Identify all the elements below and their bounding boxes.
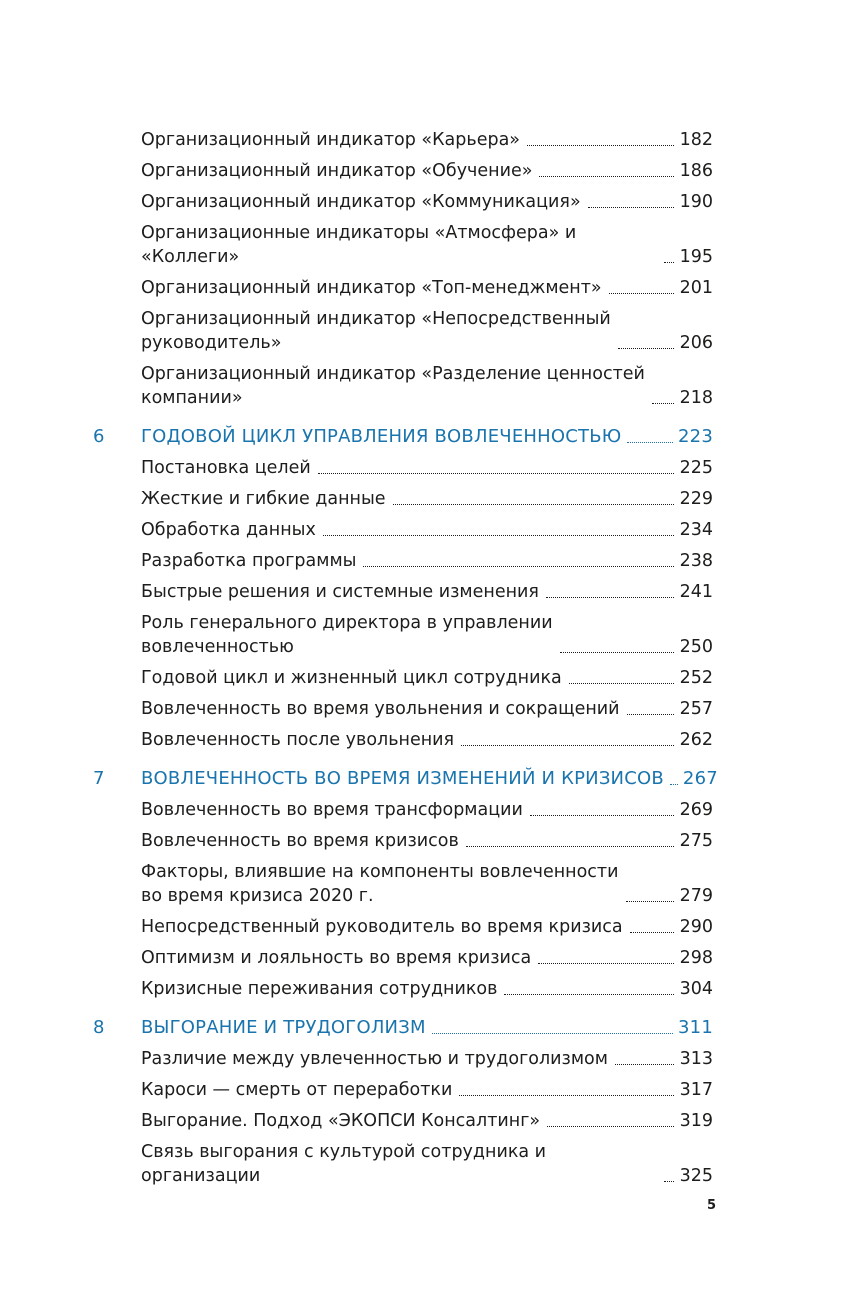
dot-leader bbox=[538, 963, 673, 964]
toc-entry-page: 182 bbox=[679, 130, 713, 150]
toc-entry-page: 218 bbox=[679, 388, 713, 408]
chapter-title: ГОДОВОЙ ЦИКЛ УПРАВЛЕНИЯ ВОВЛЕЧЕННОСТЬЮ bbox=[141, 426, 622, 447]
toc-entry-title: Жесткие и гибкие данные bbox=[141, 489, 386, 509]
toc-entry-page: 317 bbox=[679, 1080, 713, 1100]
toc-entry-title: Различие между увлеченностью и трудоголизмом bbox=[141, 1049, 608, 1069]
toc-entry-page: 298 bbox=[679, 948, 713, 968]
toc-entry[interactable] bbox=[141, 190, 713, 214]
dot-leader bbox=[560, 652, 674, 653]
toc-entry-page: 325 bbox=[679, 1166, 713, 1186]
toc-entry-page: 250 bbox=[679, 637, 713, 657]
toc-entry-title: Организационный индикатор «Разделение ценностей компании» bbox=[141, 364, 645, 408]
toc-entry[interactable] bbox=[141, 128, 713, 152]
dot-leader bbox=[626, 901, 674, 902]
toc-entry[interactable] bbox=[141, 860, 713, 908]
chapter-title: ВОВЛЕЧЕННОСТЬ ВО ВРЕМЯ ИЗМЕНЕНИЙ И КРИЗИСОВ bbox=[141, 768, 664, 789]
toc-entry[interactable] bbox=[141, 487, 713, 511]
toc-entry-title: Разработка программы bbox=[141, 551, 357, 571]
chapter-heading-8[interactable] bbox=[93, 1016, 713, 1040]
toc-entry[interactable] bbox=[141, 159, 713, 183]
toc-entry-page: 252 bbox=[679, 668, 713, 688]
page-number: 5 bbox=[706, 1198, 716, 1213]
dot-leader bbox=[547, 1126, 673, 1127]
toc-entry-title: Факторы, влиявшие на компоненты вовлеченности во время кризиса 2020 г. bbox=[141, 862, 619, 906]
toc-entry[interactable] bbox=[141, 611, 713, 659]
chapter-number: 7 bbox=[93, 768, 105, 789]
dot-leader bbox=[627, 714, 674, 715]
toc-entry-title: Организационные индикаторы «Атмосфера» и «Коллеги» bbox=[141, 223, 577, 267]
toc-entry[interactable] bbox=[141, 276, 713, 300]
toc-entry-title: Обработка данных bbox=[141, 520, 316, 540]
toc-entry-page: 186 bbox=[679, 161, 713, 181]
toc-entry-title: Годовой цикл и жизненный цикл сотрудника bbox=[141, 668, 562, 688]
toc-entry[interactable] bbox=[141, 1078, 713, 1102]
toc-entry-page: 257 bbox=[679, 699, 713, 719]
dot-leader bbox=[539, 176, 673, 177]
dot-leader bbox=[652, 403, 674, 404]
toc-entry[interactable] bbox=[141, 798, 713, 822]
dot-leader bbox=[323, 535, 674, 536]
toc-entry-page: 262 bbox=[679, 730, 713, 750]
dot-leader bbox=[466, 846, 674, 847]
chapter-number: 8 bbox=[93, 1017, 105, 1038]
toc-entry-title: Организационный индикатор «Коммуникация» bbox=[141, 192, 581, 212]
dot-leader bbox=[459, 1095, 673, 1096]
toc-entry-page: 319 bbox=[679, 1111, 713, 1131]
chapter-page: 223 bbox=[678, 426, 713, 447]
dot-leader bbox=[461, 745, 674, 746]
toc-entry-page: 234 bbox=[679, 520, 713, 540]
toc-entry[interactable] bbox=[141, 666, 713, 690]
dot-leader bbox=[504, 994, 673, 995]
toc-entry-page: 313 bbox=[679, 1049, 713, 1069]
table-of-contents bbox=[0, 128, 862, 1195]
dot-leader bbox=[363, 566, 673, 567]
dot-leader bbox=[569, 683, 674, 684]
toc-entry-page: 229 bbox=[679, 489, 713, 509]
chapter-title: ВЫГОРАНИЕ И ТРУДОГОЛИЗМ bbox=[141, 1017, 426, 1038]
dot-leader bbox=[527, 145, 674, 146]
toc-entry-title: Роль генерального директора в управлении вовлеченностью bbox=[141, 613, 553, 657]
toc-entry-page: 238 bbox=[679, 551, 713, 571]
dot-leader bbox=[664, 262, 674, 263]
toc-entry-title: Связь выгорания с культурой сотрудника и организации bbox=[141, 1142, 547, 1186]
toc-entry-page: 279 bbox=[679, 886, 713, 906]
dot-leader bbox=[618, 348, 674, 349]
dot-leader bbox=[588, 207, 674, 208]
toc-entry[interactable] bbox=[141, 307, 713, 355]
dot-leader bbox=[664, 1181, 674, 1182]
toc-entry[interactable] bbox=[141, 697, 713, 721]
toc-entry-page: 201 bbox=[679, 278, 713, 298]
toc-entry[interactable] bbox=[141, 977, 713, 1001]
dot-leader bbox=[627, 442, 673, 443]
toc-entry[interactable] bbox=[141, 221, 713, 269]
toc-entry[interactable] bbox=[141, 1140, 713, 1188]
dot-leader bbox=[670, 784, 678, 785]
toc-entry-page: 241 bbox=[679, 582, 713, 602]
dot-leader bbox=[318, 473, 674, 474]
toc-entry-title: Вовлеченность во время увольнения и сокращений bbox=[141, 699, 620, 719]
toc-entry-page: 195 bbox=[679, 247, 713, 267]
toc-entry-page: 206 bbox=[679, 333, 713, 353]
chapter-page: 311 bbox=[678, 1017, 713, 1038]
dot-leader bbox=[615, 1064, 674, 1065]
toc-entry[interactable] bbox=[141, 456, 713, 480]
toc-entry-title: Быстрые решения и системные изменения bbox=[141, 582, 539, 602]
toc-entry-title: Организационный индикатор «Обучение» bbox=[141, 161, 533, 181]
dot-leader bbox=[432, 1033, 673, 1034]
toc-entry[interactable] bbox=[141, 1109, 713, 1133]
dot-leader bbox=[609, 293, 674, 294]
toc-entry-title: Вовлеченность во время трансформации bbox=[141, 800, 523, 820]
toc-entry-title: Непосредственный руководитель во время кризиса bbox=[141, 917, 623, 937]
dot-leader bbox=[530, 815, 674, 816]
toc-entry-title: Кризисные переживания сотрудников bbox=[141, 979, 498, 999]
dot-leader bbox=[393, 504, 674, 505]
toc-entry[interactable] bbox=[141, 518, 713, 542]
toc-entry-title: Оптимизм и лояльность во время кризиса bbox=[141, 948, 532, 968]
toc-entry-page: 225 bbox=[679, 458, 713, 478]
toc-entry[interactable] bbox=[141, 946, 713, 970]
chapter-page: 267 bbox=[682, 768, 718, 789]
toc-entry-page: 269 bbox=[679, 800, 713, 820]
toc-entry[interactable] bbox=[141, 1047, 713, 1071]
toc-entry-title: Вовлеченность во время кризисов bbox=[141, 831, 459, 851]
toc-entry-page: 304 bbox=[679, 979, 713, 999]
toc-entry[interactable] bbox=[141, 362, 713, 410]
dot-leader bbox=[630, 932, 674, 933]
toc-entry[interactable] bbox=[141, 549, 713, 573]
dot-leader bbox=[546, 597, 674, 598]
chapter-heading-6[interactable] bbox=[93, 425, 713, 449]
chapter-number: 6 bbox=[93, 426, 105, 447]
chapter-heading-7[interactable] bbox=[93, 767, 718, 791]
toc-entry-title: Постановка целей bbox=[141, 458, 311, 478]
toc-entry[interactable] bbox=[141, 829, 713, 853]
toc-entry-title: Организационный индикатор «Непосредственный руководитель» bbox=[141, 309, 611, 353]
toc-entry[interactable] bbox=[141, 915, 713, 939]
toc-entry-title: Организационный индикатор «Топ-менеджмент» bbox=[141, 278, 602, 298]
toc-entry-page: 190 bbox=[679, 192, 713, 212]
toc-entry-page: 290 bbox=[679, 917, 713, 937]
toc-entry[interactable] bbox=[141, 580, 713, 604]
toc-entry[interactable] bbox=[141, 728, 713, 752]
toc-entry-page: 275 bbox=[679, 831, 713, 851]
toc-entry-title: Организационный индикатор «Карьера» bbox=[141, 130, 521, 150]
toc-entry-title: Выгорание. Подход «ЭКОПСИ Консалтинг» bbox=[141, 1111, 541, 1131]
toc-entry-title: Кароси — смерть от переработки bbox=[141, 1080, 453, 1100]
toc-entry-title: Вовлеченность после увольнения bbox=[141, 730, 455, 750]
